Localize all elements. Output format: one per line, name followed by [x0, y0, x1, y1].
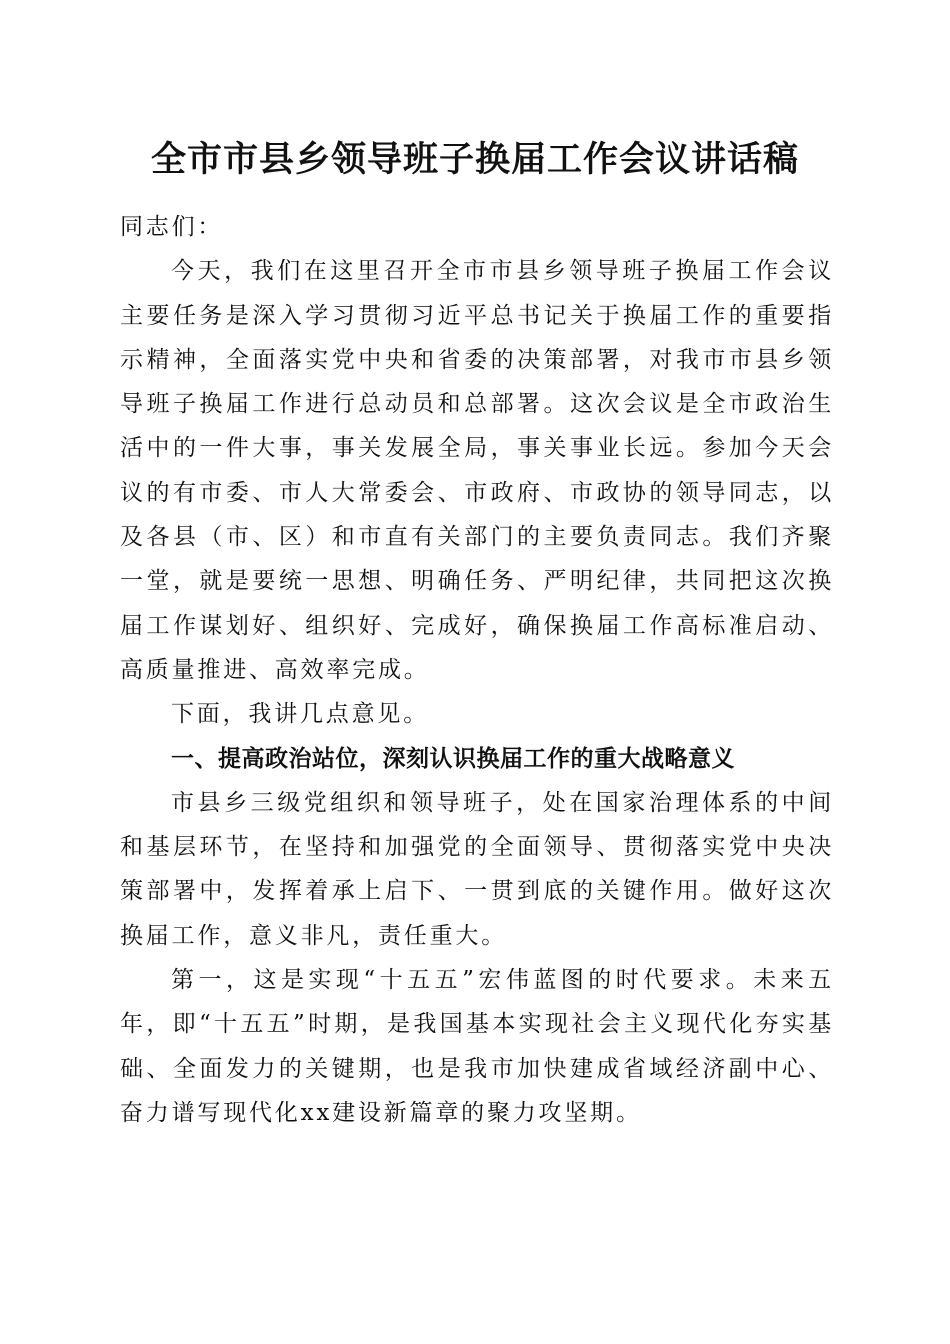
paragraph-section-intro: 市县乡三级党组织和领导班子，处在国家治理体系的中间和基层环节，在坚持和加强党的全面领导、贯彻落实党中央决策部署中，发挥着承上启下、一贯到底的关键作用。做好这次换届工作，意义非凡，责任重大。: [120, 789, 834, 949]
section-heading: 一、提高政治站位，深刻认识换届工作的重大战略意义: [171, 745, 735, 772]
salutation: 同志们：: [120, 214, 224, 240]
paragraph-transition: 下面，我讲几点意见。: [171, 701, 429, 728]
document-title: 全市市县乡领导班子换届工作会议讲话稿: [150, 139, 799, 180]
paragraph-point-one: 第一，这是实现“十五五”宏伟蓝图的时代要求。未来五年，即“十五五”时期，是我国基本实现社会主义现代化夯实基础、全面发力的关键期，也是我市加快建成省域经济副中心、奋力谱写现代化xx建设新篇章的聚力攻坚期。: [120, 967, 834, 1126]
document-body: [120, 205, 834, 1135]
paragraph-opening: 今天，我们在这里召开全市市县乡领导班子换届工作会议主要任务是深入学习贯彻习近平总书记关于换届工作的重要指示精神，全面落实党中央和省委的决策部署，对我市市县乡领导班子换届工作进行总动员和总部署。这次会议是全市政治生活中的一件大事，事关发展全局，事关事业长远。参加今天会议的有市委、市人大常委会、市政府、市政协的领导同志，以及各县（市、区）和市直有关部门的主要负责同志。我们齐聚一堂，就是要统一思想、明确任务、严明纪律，共同把这次换届工作谋划好、组织好、完成好，确保换届工作高标准启动、高质量推进、高效率完成。: [120, 258, 834, 683]
